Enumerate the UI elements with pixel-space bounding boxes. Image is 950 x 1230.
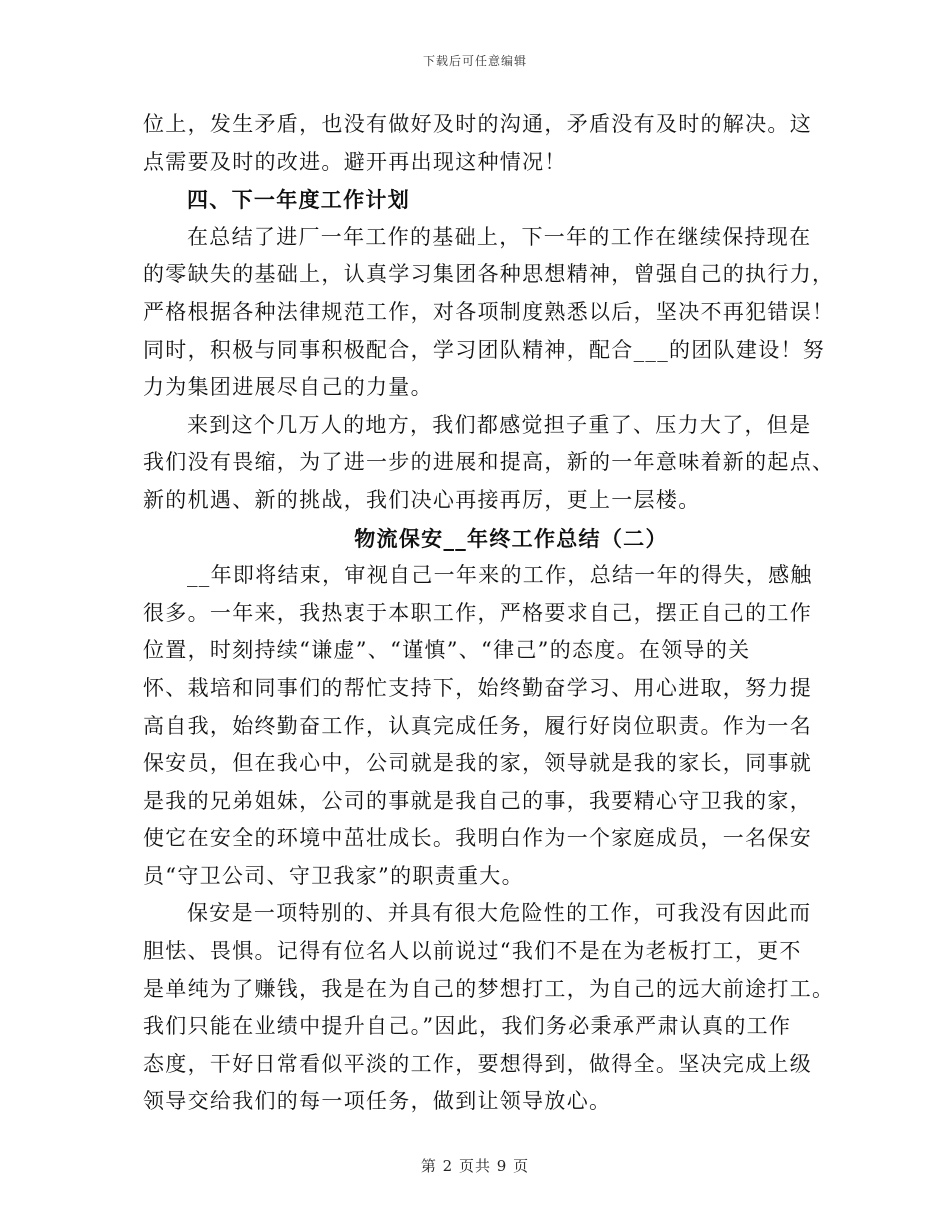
paragraph-line: 使它在安全的环境中茁壮成长。我明白作为一个家庭成员，一名保安 [143, 826, 812, 851]
paragraph-line: 是我的兄弟姐妹，公司的事就是我自己的事，我要精心守卫我的家， [143, 788, 812, 813]
section-heading: 四、下一年度工作计划 [187, 187, 410, 213]
paragraph-line: 同时，积极与同事积极配合，学习团队精神，配合___的团队建设！努 [143, 337, 826, 362]
paragraph-line: 胆怯、畏惧。记得有位名人以前说过“我们不是在为老板打工，更不 [143, 939, 802, 964]
paragraph-line: 是单纯为了赚钱，我是在为自己的梦想打工，为自己的远大前途打工。 [143, 976, 835, 1001]
paragraph-line: 在总结了进厂一年工作的基础上，下一年的工作在继续保持现在 [187, 224, 812, 249]
document-title: 物流保安__年终工作总结（二） [354, 525, 668, 551]
document-body [143, 106, 835, 1121]
paragraph-line: 态度，干好日常看似平淡的工作，要想得到，做得全。坚决完成上级 [143, 1051, 812, 1076]
paragraph-line: 很多。一年来，我热衷于本职工作，严格要求自己，摆正自己的工作 [143, 600, 812, 625]
paragraph-line: 的零缺失的基础上，认真学习集团各种思想精神，曾强自己的执行力， [143, 262, 835, 287]
paragraph-line: 高自我，始终勤奋工作，认真完成任务，履行好岗位职责。作为一名 [143, 713, 812, 738]
paragraph-line: 我们只能在业绩中提升自己。”因此，我们务必秉承严肃认真的工作 [143, 1014, 792, 1039]
paragraph-line: 严格根据各种法律规范工作，对各项制度熟悉以后，坚决不再犯错误！ [143, 299, 835, 324]
paragraph-line: 来到这个几万人的地方，我们都感觉担子重了、压力大了，但是 [187, 412, 812, 437]
paragraph-line: 力为集团进展尽自己的力量。 [143, 375, 433, 400]
paragraph-line: 员“守卫公司、守卫我家”的职责重大。 [143, 863, 524, 888]
paragraph-line: 保安员，但在我心中，公司就是我的家，领导就是我的家长，同事就 [143, 751, 812, 776]
paragraph-line: 领导交给我们的每一项任务，做到让领导放心。 [143, 1089, 612, 1114]
paragraph-line: 点需要及时的改进。避开再出现这种情况！ [143, 149, 567, 174]
page-number: 第 2 页共 9 页 [420, 1157, 530, 1175]
paragraph-line: 新的机遇、新的挑战，我们决心再接再厉，更上一层楼。 [143, 487, 701, 512]
paragraph-line: 怀、栽培和同事们的帮忙支持下，始终勤奋学习、用心进取，努力提 [143, 675, 812, 700]
paragraph-line: 我们没有畏缩，为了进一步的进展和提高，新的一年意味着新的起点、 [143, 450, 835, 475]
paragraph-line: __年即将结束，审视自己一年来的工作，总结一年的得失，感触 [187, 563, 813, 588]
paragraph-line: 保安是一项特别的、并具有很大危险性的工作，可我没有因此而 [187, 901, 812, 926]
paragraph-line: 位上，发生矛盾，也没有做好及时的沟通，矛盾没有及时的解决。这 [143, 112, 812, 136]
header-note: 下载后可任意编辑 [422, 54, 527, 68]
paragraph-line: 位置，时刻持续“谦虚”、“谨慎”、“律己”的态度。在领导的关 [143, 638, 751, 663]
